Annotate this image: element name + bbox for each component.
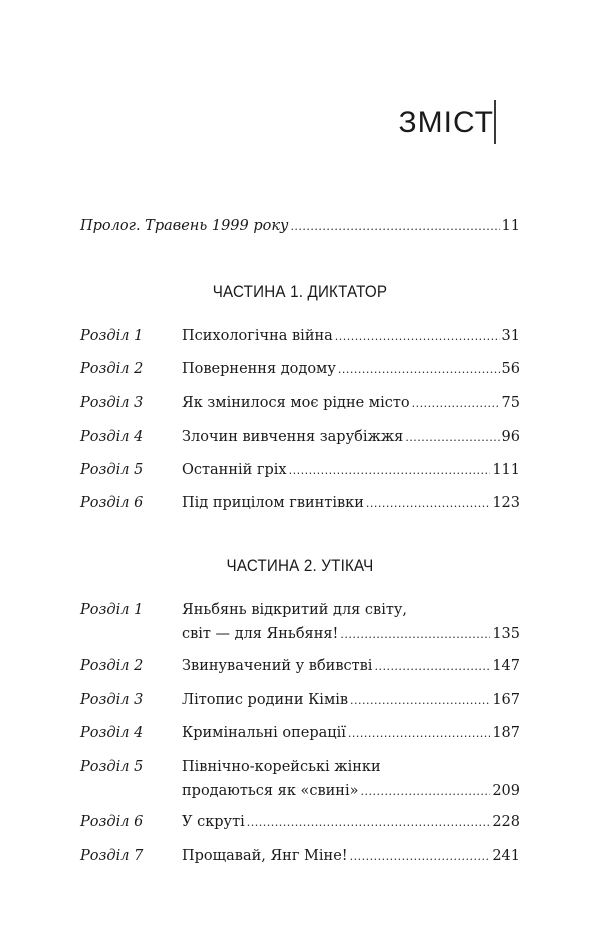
chapter-label: Розділ 5: [80, 759, 144, 775]
leader-dots: [340, 623, 490, 647]
prolog-title: Пролог. Травень 1999 року: [80, 218, 289, 234]
chapter-label: Розділ 6: [80, 495, 144, 511]
chapter-title: Психологічна війна: [182, 328, 333, 344]
chapter-label: Розділ 1: [80, 328, 144, 344]
chapter-title: Прощавай, Янг Міне!: [182, 848, 348, 864]
chapter-page: 241: [492, 848, 520, 864]
leader-dots: [247, 811, 491, 835]
leader-dots: [338, 358, 500, 382]
title-divider: [494, 100, 496, 144]
leader-dots: [360, 780, 490, 804]
chapter-label: Розділ 4: [80, 725, 144, 741]
prolog-page: 11: [501, 218, 520, 234]
chapter-label: Розділ 2: [80, 361, 144, 377]
chapter-label: Розділ 6: [80, 814, 144, 830]
chapter-title: Останній гріх: [182, 462, 287, 478]
leader-dots: [348, 722, 490, 746]
chapter-label: Розділ 1: [80, 602, 144, 618]
chapter-page: 56: [501, 361, 520, 377]
chapter-title: Як змінилося моє рідне місто: [182, 395, 410, 411]
part-2-title: ЧАСТИНА 2. УТІКАЧ: [226, 557, 374, 575]
leader-dots: [289, 459, 491, 483]
chapter-page: 187: [492, 725, 520, 741]
chapter-page: 167: [492, 692, 520, 708]
chapter-title-line1: Північно-корейські жінки: [182, 759, 381, 775]
chapter-label: Розділ 2: [80, 658, 144, 674]
leader-dots: [350, 689, 490, 713]
chapter-page: 135: [492, 626, 520, 642]
chapter-title: Повернення додому: [182, 361, 336, 377]
chapter-page: 111: [492, 462, 520, 478]
chapter-title: Кримінальні операції: [182, 725, 346, 741]
leader-dots: [374, 655, 490, 679]
leader-dots: [335, 325, 500, 349]
part-1-title: ЧАСТИНА 1. ДИКТАТОР: [212, 283, 388, 301]
chapter-title: Під прицілом гвинтівки: [182, 495, 364, 511]
chapter-label: Розділ 4: [80, 429, 144, 445]
chapter-page: 96: [501, 429, 520, 445]
chapter-page: 75: [501, 395, 520, 411]
chapter-label: Розділ 3: [80, 692, 144, 708]
chapter-title-line1: Яньбянь відкритий для світу,: [182, 602, 407, 618]
chapter-page: 209: [492, 783, 520, 799]
chapter-title: продаються як «свині»: [182, 783, 359, 799]
toc-title-wrap: [399, 106, 494, 140]
chapter-page: 31: [501, 328, 520, 344]
chapter-title: Звинувачений у вбивстві: [182, 658, 373, 674]
chapter-page: 123: [492, 495, 520, 511]
page-title: ЗМІСТ: [398, 106, 494, 139]
leader-dots: [290, 220, 499, 233]
toc-entry-prolog: [80, 218, 520, 234]
leader-dots: [366, 492, 490, 516]
chapter-title: Злочин вивчення зарубіжжя: [182, 429, 404, 445]
leader-dots: [412, 392, 500, 416]
chapter-title: світ — для Яньбяня!: [182, 626, 339, 642]
chapter-label: Розділ 7: [80, 848, 144, 864]
chapter-page: 147: [492, 658, 520, 674]
leader-dots: [405, 426, 499, 450]
chapter-page: 228: [492, 814, 520, 830]
leader-dots: [350, 845, 491, 869]
chapter-title: Літопис родини Кімів: [182, 692, 349, 708]
chapter-label: Розділ 3: [80, 395, 144, 411]
chapter-title: У скруті: [182, 814, 245, 830]
chapter-label: Розділ 5: [80, 462, 144, 478]
